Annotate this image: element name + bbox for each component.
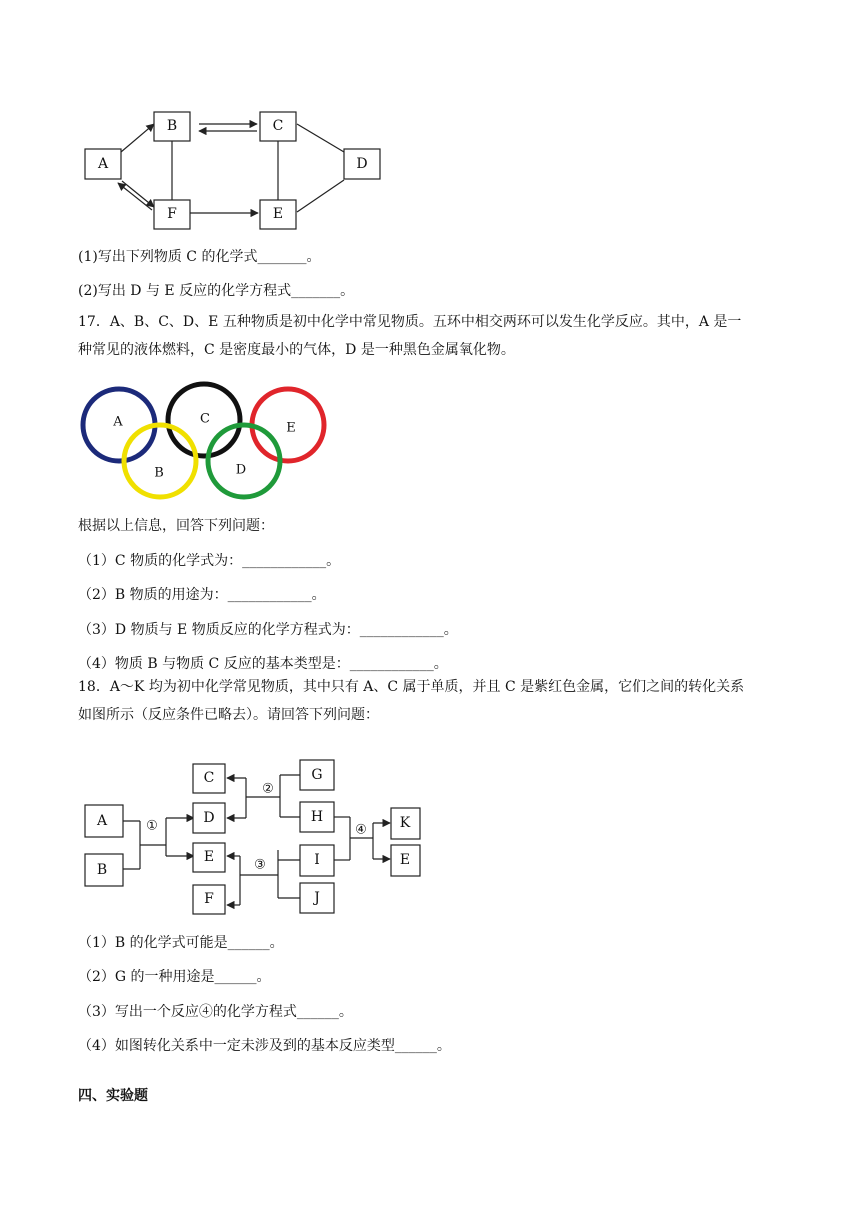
node-b — [154, 112, 190, 141]
svg-text:E: E — [203, 849, 215, 865]
svg-text:F: F — [167, 206, 177, 222]
q16-sub1: (1)写出下列物质 C 的化学式_______。 — [78, 249, 321, 265]
ring-d — [208, 425, 280, 497]
svg-text:D: D — [356, 156, 368, 172]
node-b — [85, 854, 123, 886]
svg-text:I: I — [314, 852, 320, 868]
q16-sub2: (2)写出 D 与 E 反应的化学方程式_______。 — [78, 283, 355, 299]
svg-text:C: C — [272, 118, 284, 134]
q17-olympic-rings — [0, 370, 860, 510]
q18-sub1: （1）B 的化学式可能是______。 — [78, 935, 284, 951]
node-c — [193, 764, 225, 793]
q17-sub1: （1）C 物质的化学式为：____________。 — [78, 553, 341, 569]
q18-sub4: （4）如图转化关系中一定未涉及到的基本反应类型______。 — [78, 1038, 451, 1054]
svg-text:F: F — [204, 891, 214, 907]
q16-relation-diagram — [0, 0, 860, 240]
reaction-mark-3: ③ — [254, 857, 266, 873]
ring-label-a: A — [113, 414, 123, 430]
node-j — [300, 883, 334, 913]
reaction-mark-1: ① — [146, 818, 158, 834]
section-title: 四、实验题 — [78, 1088, 148, 1104]
svg-text:B: B — [96, 862, 108, 878]
node-e — [193, 843, 225, 872]
svg-text:G: G — [311, 767, 323, 783]
edge-f-to-a — [118, 183, 152, 210]
ring-label-d: D — [235, 462, 247, 478]
edge-e-d — [297, 180, 344, 212]
node-f — [154, 200, 190, 229]
reaction-mark-4: ④ — [355, 822, 367, 838]
edge-c-d — [297, 124, 344, 152]
svg-text:A: A — [97, 156, 109, 172]
node-a — [85, 805, 123, 837]
q18-sub3: （3）写出一个反应④的化学方程式______。 — [78, 1004, 353, 1020]
q17-sub4: （4）物质 B 与物质 C 反应的基本类型是：____________。 — [78, 656, 448, 672]
node-a — [85, 149, 121, 179]
svg-text:C: C — [203, 770, 215, 786]
svg-text:K: K — [399, 815, 411, 831]
q17-lead: 根据以上信息，回答下列问题： — [78, 518, 274, 534]
q17-stem-line2: 种常见的液体燃料，C 是密度最小的气体，D 是一种黑色金属氧化物。 — [78, 342, 515, 358]
svg-text:B: B — [166, 118, 178, 134]
q17-sub3: （3）D 物质与 E 物质反应的化学方程式为：____________。 — [78, 622, 458, 638]
ring-label-e: E — [286, 420, 296, 436]
node-i — [300, 845, 334, 876]
node-e — [260, 200, 296, 229]
svg-text:J: J — [314, 890, 320, 906]
ring-label-b: B — [154, 465, 164, 481]
q18-stem-line1: 18．A～K 均为初中化学常见物质，其中只有 A、C 属于单质，并且 C 是紫红色金属，它们之间的转化关系 — [78, 679, 745, 695]
ring-label-c: C — [200, 411, 210, 427]
edge-a-to-b — [121, 124, 154, 152]
q18-stem — [78, 673, 784, 729]
svg-text:D: D — [203, 810, 215, 826]
node-e-right — [391, 845, 420, 876]
node-d — [193, 803, 225, 833]
q18-sub2: （2）G 的一种用途是______。 — [78, 969, 271, 985]
node-k — [391, 808, 420, 839]
node-d — [344, 149, 380, 179]
node-c — [260, 112, 296, 141]
q17-stem-line1: 17．A、B、C、D、E 五种物质是初中化学中常见物质。五环中相交两环可以发生化学反应。其中，A 是一 — [78, 314, 742, 330]
svg-text:E: E — [272, 206, 284, 222]
node-g — [300, 760, 334, 790]
ring-b — [124, 425, 196, 497]
q17-sub2: （2）B 物质的用途为：____________。 — [78, 587, 326, 603]
node-h — [300, 802, 334, 832]
reaction-mark-2: ② — [262, 781, 274, 797]
q18-conversion-diagram — [0, 750, 860, 925]
svg-text:A: A — [96, 813, 108, 829]
node-f — [193, 885, 225, 914]
q17-stem — [78, 308, 784, 364]
svg-text:E: E — [399, 852, 411, 868]
edge-a-to-f — [122, 181, 154, 207]
q18-stem-line2: 如图所示（反应条件已略去）。请回答下列问题： — [78, 707, 379, 723]
svg-text:H: H — [310, 809, 324, 825]
